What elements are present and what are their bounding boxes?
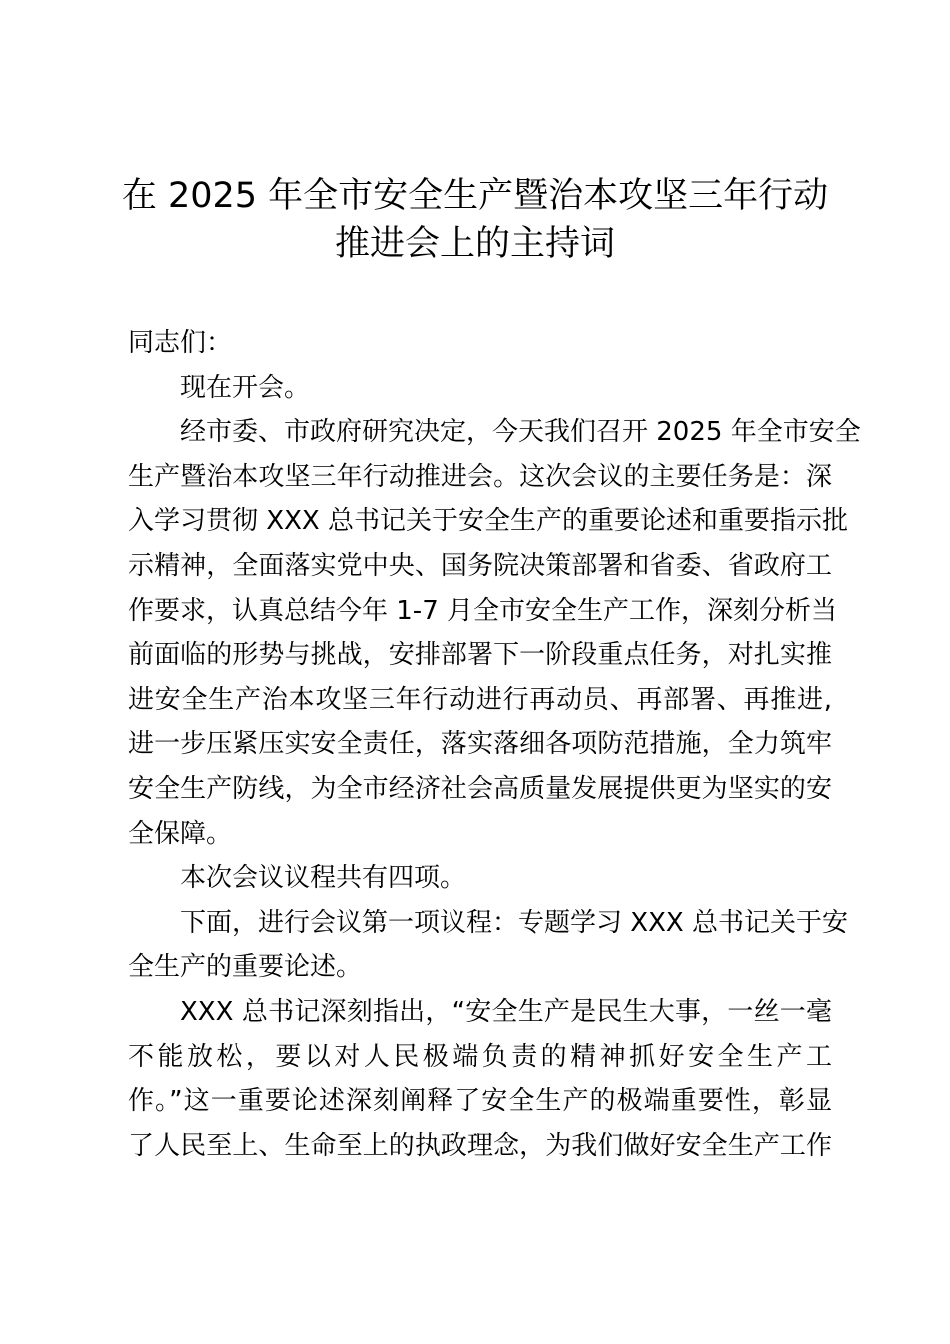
text-line: 前面临的形势与挑战，安排部署下一阶段重点任务，对扎实推: [128, 640, 832, 671]
document-body: [128, 321, 861, 1168]
text-line: 入学习贯彻 XXX 总书记关于安全生产的重要论述和重要指示批: [128, 506, 848, 537]
text-line: 现在开会。: [180, 372, 311, 403]
text-line: 作要求，认真总结今年 1-7 月全市安全生产工作，深刻分析当: [128, 595, 837, 626]
text-line: 经市委、市政府研究决定，今天我们召开 2025 年全市安全: [180, 417, 861, 448]
text-line: 全保障。: [128, 818, 233, 849]
text-line: 进一步压紧压实安全责任，落实落细各项防范措施，全力筑牢: [128, 729, 832, 760]
paragraph: [128, 410, 861, 856]
title-line: 在 2025 年全市安全生产暨治本攻坚三年行动: [121, 176, 829, 216]
text-line: 全生产的重要论述。: [128, 952, 363, 983]
title-line: 推进会上的主持词: [334, 224, 615, 264]
text-line: XXX 总书记深刻指出，“安全生产是民生大事，一丝一毫: [180, 996, 832, 1027]
text-line: 下面，进行会议第一项议程：专题学习 XXX 总书记关于安: [180, 907, 848, 938]
text-line: 同志们：: [128, 328, 233, 358]
paragraph: [128, 901, 848, 990]
text-line: 本次会议议程共有四项。: [180, 863, 467, 894]
paragraph: [128, 321, 832, 366]
paragraph: [128, 856, 832, 901]
text-line: 安全生产防线，为全市经济社会高质量发展提供更为坚实的安: [128, 773, 832, 804]
paragraph: [128, 990, 832, 1168]
text-line: 作。”这一重要论述深刻阐释了安全生产的极端重要性，彰显: [128, 1086, 832, 1117]
text-line: 了人民至上、生命至上的执政理念，为我们做好安全生产工作: [128, 1130, 832, 1161]
paragraph: [128, 366, 832, 411]
text-line: 不能放松，要以对人民极端负责的精神抓好安全生产工: [128, 1041, 832, 1072]
text-line: 示精神，全面落实党中央、国务院决策部署和省委、省政府工: [128, 550, 832, 581]
text-line: 生产暨治本攻坚三年行动推进会。这次会议的主要任务是：深: [128, 461, 832, 492]
document-title: [0, 172, 950, 268]
text-line: 进安全生产治本攻坚三年行动进行再动员、再部署、再推进,: [128, 684, 832, 715]
